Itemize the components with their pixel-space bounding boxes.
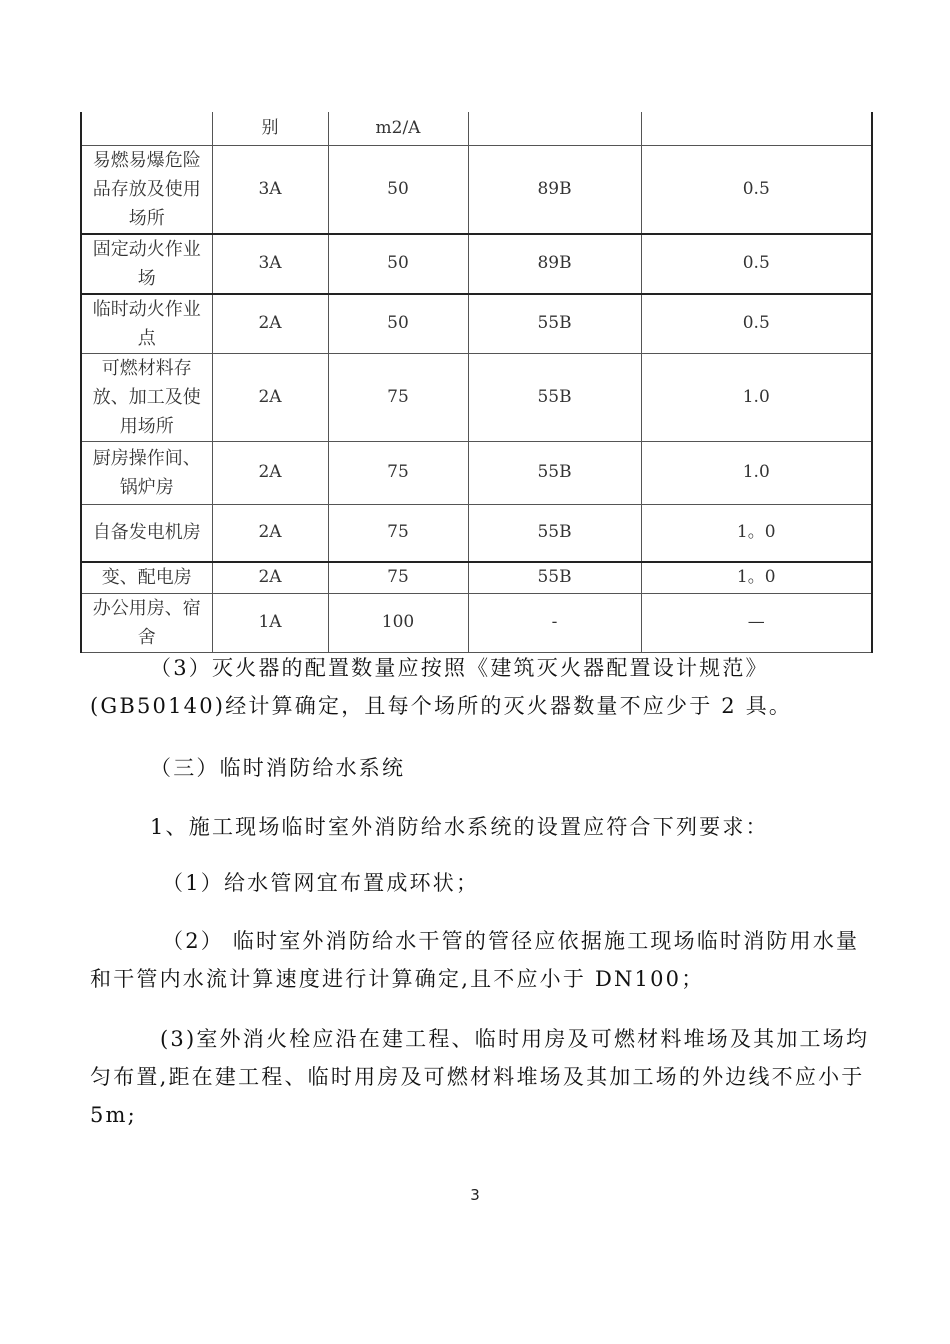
table-cell-b-area: 1.0 — [641, 441, 872, 504]
table-cell-place: 临时动火作业点 — [81, 294, 212, 354]
table-cell-place: 办公用房、宿舍 — [81, 593, 212, 652]
extinguisher-config-table — [80, 112, 873, 653]
paragraph-extinguisher-quantity: （3）灭火器的配置数量应按照《建筑灭火器配置设计规范》(GB50140)经计算确定，且每个场所的灭火器数量不应少于 2 具。 — [90, 656, 793, 718]
table-cell-level: 2A — [212, 504, 328, 562]
table-cell-level: 2A — [212, 562, 328, 593]
table-cell-b-level: 55B — [468, 353, 641, 441]
table-cell-level: 别 — [212, 112, 328, 145]
table-row — [81, 593, 872, 652]
section-heading-water-supply: （三）临时消防给水系统 — [150, 756, 406, 780]
table-cell-place: 厨房操作间、锅炉房 — [81, 441, 212, 504]
table-cell-area: 100 — [328, 593, 468, 652]
table-row — [81, 112, 872, 145]
table-cell-level: 2A — [212, 353, 328, 441]
paragraph-outdoor-water-system: 1、施工现场临时室外消防给水系统的设置应符合下列要求： — [150, 815, 769, 839]
table-cell-b-area — [641, 112, 872, 145]
table-cell-area: m2/A — [328, 112, 468, 145]
table-row — [81, 145, 872, 234]
table-cell-level: 1A — [212, 593, 328, 652]
table-row — [81, 504, 872, 562]
table-cell-area: 75 — [328, 353, 468, 441]
table-cell-level: 3A — [212, 234, 328, 294]
paragraph-ring-network: （1）给水管网宜布置成环状； — [162, 871, 480, 895]
table-cell-b-area: 0.5 — [641, 294, 872, 354]
table-cell-b-level: 55B — [468, 504, 641, 562]
table-cell-b-level — [468, 112, 641, 145]
table-cell-b-level: 55B — [468, 441, 641, 504]
paragraph-main-pipe-diameter: （2） 临时室外消防给水干管的管径应依据施工现场临时消防用水量和干管内水流计算速度进行计算确定,且不应小于 DN100； — [90, 929, 860, 991]
table-cell-place: 变、配电房 — [81, 562, 212, 593]
table-cell-place — [81, 112, 212, 145]
table-cell-area: 50 — [328, 294, 468, 354]
page-number: 3 — [470, 1186, 480, 1204]
table-cell-area: 75 — [328, 562, 468, 593]
table-cell-b-area: 0.5 — [641, 234, 872, 294]
table-cell-area: 75 — [328, 504, 468, 562]
table-row — [81, 234, 872, 294]
paragraph-fire-hydrant-layout: (3)室外消火栓应沿在建工程、临时用房及可燃材料堆场及其加工场均匀布置,距在建工程、临时用房及可燃材料堆场及其加工场的外边线不应小于 5m; — [90, 1027, 870, 1127]
table-cell-b-area: 1。0 — [641, 504, 872, 562]
table-cell-b-area: 0.5 — [641, 145, 872, 234]
table-cell-level: 2A — [212, 441, 328, 504]
table-cell-b-level: 89B — [468, 145, 641, 234]
table-cell-level: 2A — [212, 294, 328, 354]
table-cell-level: 3A — [212, 145, 328, 234]
table-cell-b-level: 55B — [468, 294, 641, 354]
table-cell-place: 易燃易爆危险品存放及使用场所 — [81, 145, 212, 234]
table-row — [81, 294, 872, 354]
table-cell-b-area: 1。0 — [641, 562, 872, 593]
table-cell-b-level: 89B — [468, 234, 641, 294]
table-cell-b-area: — — [641, 593, 872, 652]
table-cell-place: 可燃材料存放、加工及使用场所 — [81, 353, 212, 441]
table-cell-b-level: 55B — [468, 562, 641, 593]
table-cell-area: 50 — [328, 145, 468, 234]
table-cell-place: 自备发电机房 — [81, 504, 212, 562]
table-cell-area: 50 — [328, 234, 468, 294]
table-row — [81, 353, 872, 441]
table-row — [81, 562, 872, 593]
table-cell-place: 固定动火作业场 — [81, 234, 212, 294]
table-cell-area: 75 — [328, 441, 468, 504]
table-cell-b-level: - — [468, 593, 641, 652]
table-cell-b-area: 1.0 — [641, 353, 872, 441]
table-row — [81, 441, 872, 504]
